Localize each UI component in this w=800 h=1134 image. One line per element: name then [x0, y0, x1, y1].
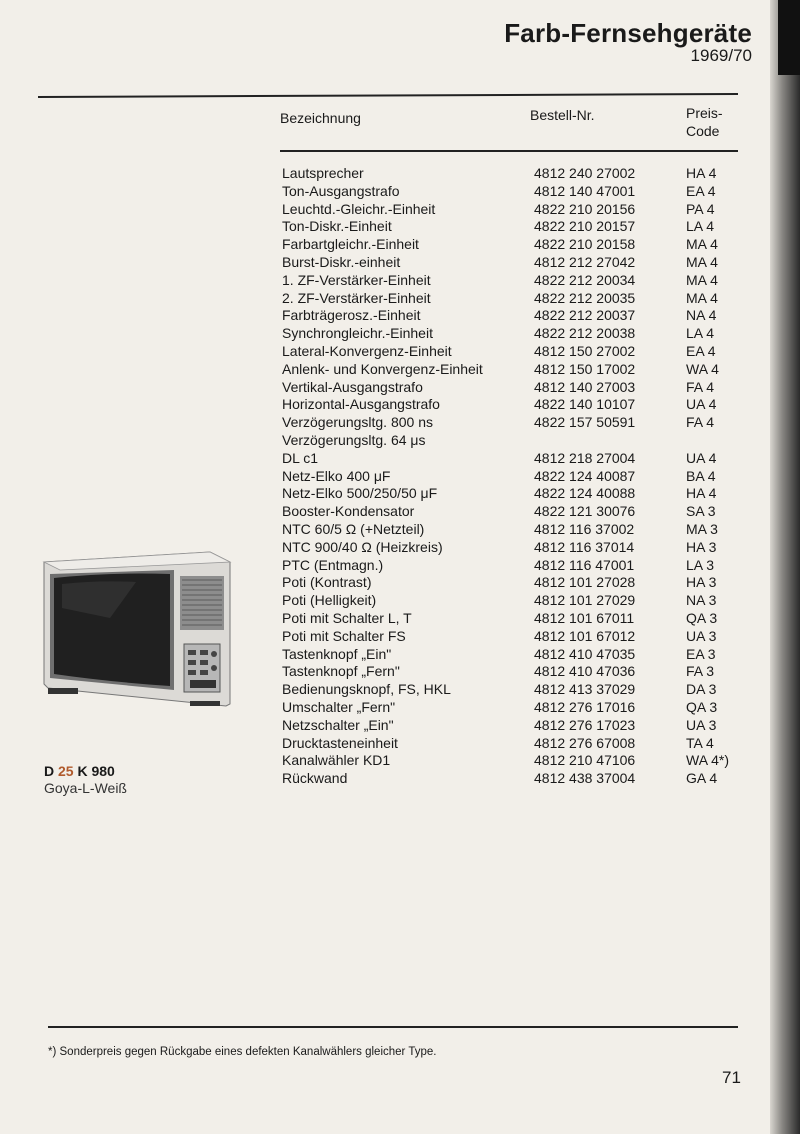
price-code: FA 3 — [686, 663, 715, 680]
tv-set-illustration — [40, 548, 232, 708]
price-code: HA 3 — [686, 538, 717, 555]
order-number: 4812 140 47001 — [534, 182, 636, 199]
price-code: NA 3 — [686, 592, 717, 609]
part-name: Netzschalter „Ein" — [282, 716, 394, 733]
price-code: EA 4 — [686, 182, 716, 199]
price-code: UA 4 — [686, 396, 717, 413]
table-row — [282, 681, 752, 699]
table-row — [282, 503, 752, 521]
table-row — [282, 485, 752, 503]
price-code: GA 4 — [686, 770, 718, 787]
order-number: 4812 101 27029 — [534, 592, 636, 609]
price-code: MA 4 — [686, 271, 718, 288]
parts-list — [282, 165, 752, 788]
table-row — [282, 752, 752, 770]
price-code: NA 4 — [686, 307, 717, 324]
table-row — [282, 414, 752, 432]
table-row — [282, 361, 752, 379]
part-name: NTC 900/40 Ω (Heizkreis) — [282, 538, 443, 555]
price-code-header-line2: Code — [686, 123, 720, 139]
price-code: SA 3 — [686, 503, 716, 520]
table-row — [282, 379, 752, 397]
table-row — [282, 468, 752, 486]
table-row — [282, 610, 752, 628]
order-number: 4812 276 17023 — [534, 716, 636, 733]
part-name: Rückwand — [282, 770, 348, 787]
price-code: MA 4 — [686, 289, 718, 306]
top-divider — [38, 93, 738, 98]
model-code-prefix: D — [44, 763, 55, 779]
part-name: Netz-Elko 500/250/50 μF — [282, 485, 438, 502]
part-name: Ton-Diskr.-Einheit — [282, 218, 392, 235]
price-code: WA 4*) — [686, 752, 730, 769]
part-name: Kanalwähler KD1 — [282, 752, 391, 769]
order-number: 4822 212 20034 — [534, 271, 636, 288]
price-code: PA 4 — [686, 200, 715, 217]
order-number: 4812 140 27003 — [534, 378, 636, 395]
part-name: 2. ZF-Verstärker-Einheit — [282, 289, 431, 306]
table-row — [282, 663, 752, 681]
price-code: UA 3 — [686, 627, 717, 644]
part-name: Booster-Kondensator — [282, 503, 415, 520]
table-row — [282, 290, 752, 308]
column-header-order-no: Bestell-Nr. — [530, 107, 595, 123]
table-row — [282, 432, 752, 450]
table-row — [282, 717, 752, 735]
order-number: 4812 116 37014 — [534, 538, 635, 555]
table-row — [282, 557, 752, 575]
part-name: Lautsprecher — [282, 165, 364, 181]
part-name: Lateral-Konvergenz-Einheit — [282, 342, 452, 359]
part-name: Netz-Elko 400 μF — [282, 467, 391, 484]
order-number: 4822 212 20038 — [534, 325, 636, 342]
column-header-price-code — [686, 104, 723, 140]
price-code: UA 4 — [686, 449, 717, 466]
price-code: TA 4 — [686, 734, 714, 751]
order-number: 4812 240 27002 — [534, 165, 636, 181]
table-row — [282, 236, 752, 254]
part-name: Leuchtd.-Gleichr.-Einheit — [282, 200, 436, 217]
page-title: Farb-Fernsehgeräte — [504, 18, 752, 48]
table-row — [282, 183, 752, 201]
part-name: NTC 60/5 Ω (+Netzteil) — [282, 520, 425, 537]
order-number: 4812 276 17016 — [534, 698, 636, 715]
table-row — [282, 539, 752, 557]
part-name: Bedienungsknopf, FS, HKL — [282, 681, 451, 698]
table-row — [282, 165, 752, 183]
order-number: 4812 101 67012 — [534, 627, 636, 644]
order-number: 4812 101 27028 — [534, 574, 636, 591]
part-name: Verzögerungsltg. 64 μs — [282, 431, 426, 448]
table-row — [282, 272, 752, 290]
order-number: 4822 124 40088 — [534, 485, 636, 502]
part-name: Synchrongleichr.-Einheit — [282, 325, 433, 342]
table-row — [282, 699, 752, 717]
price-code: WA 4 — [686, 360, 719, 377]
order-number: 4812 413 37029 — [534, 681, 636, 698]
part-name: Poti (Kontrast) — [282, 574, 372, 591]
model-code-screen-size: 25 — [58, 763, 74, 779]
table-row — [282, 592, 752, 610]
price-code: LA 4 — [686, 325, 715, 342]
price-code: MA 4 — [686, 236, 718, 253]
part-name: PTC (Entmagn.) — [282, 556, 384, 573]
footnote: *) Sonderpreis gegen Rückgabe eines defekten Kanalwählers gleicher Type. — [48, 1046, 437, 1058]
order-number: 4822 210 20156 — [534, 200, 636, 217]
order-number: 4812 116 47001 — [534, 556, 635, 573]
header-divider — [280, 150, 738, 152]
table-row — [282, 770, 752, 788]
model-code-suffix: K 980 — [77, 763, 115, 779]
part-name: Verzögerungsltg. 800 ns — [282, 414, 433, 431]
price-code: HA 4 — [686, 165, 717, 181]
part-name: Tastenknopf „Fern" — [282, 663, 400, 680]
part-name: Poti mit Schalter L, T — [282, 609, 412, 626]
table-row — [282, 254, 752, 272]
part-name: Farbträgerosz.-Einheit — [282, 307, 421, 324]
table-row — [282, 450, 752, 468]
part-name: Vertikal-Ausgangstrafo — [282, 378, 423, 395]
price-code: QA 3 — [686, 698, 718, 715]
order-number: 4822 124 40087 — [534, 467, 636, 484]
column-header-name: Bezeichnung — [280, 110, 361, 126]
bottom-divider — [48, 1026, 738, 1028]
part-name: 1. ZF-Verstärker-Einheit — [282, 271, 431, 288]
order-number: 4812 410 47035 — [534, 645, 636, 662]
price-code: HA 4 — [686, 485, 717, 502]
part-name: Ton-Ausgangstrafo — [282, 182, 400, 199]
part-name: Farbartgleichr.-Einheit — [282, 236, 419, 253]
price-code-header-line1: Preis- — [686, 105, 723, 121]
order-number: 4812 212 27042 — [534, 253, 636, 270]
order-number: 4822 157 50591 — [534, 414, 636, 431]
part-name: Horizontal-Ausgangstrafo — [282, 396, 440, 413]
price-code: QA 3 — [686, 609, 718, 626]
price-code: MA 3 — [686, 520, 718, 537]
thumb-index-tab — [778, 0, 800, 75]
table-row — [282, 343, 752, 361]
order-number: 4812 438 37004 — [534, 770, 636, 787]
table-row — [282, 735, 752, 753]
part-name: Anlenk- und Konvergenz-Einheit — [282, 360, 483, 377]
table-row — [282, 396, 752, 414]
price-code: FA 4 — [686, 378, 715, 395]
part-name: Drucktasteneinheit — [282, 734, 398, 751]
order-number: 4812 116 37002 — [534, 520, 635, 537]
table-row — [282, 646, 752, 664]
page-edge-shadow — [770, 0, 800, 1134]
price-code: LA 3 — [686, 556, 715, 573]
part-name: Poti mit Schalter FS — [282, 627, 406, 644]
part-name: Tastenknopf „Ein" — [282, 645, 392, 662]
table-row — [282, 325, 752, 343]
order-number: 4812 210 47106 — [534, 752, 636, 769]
part-name: Burst-Diskr.-einheit — [282, 253, 401, 270]
page-number: 71 — [722, 1068, 741, 1087]
part-name: DL c1 — [282, 449, 319, 466]
price-code: EA 3 — [686, 645, 716, 662]
order-number: 4812 150 27002 — [534, 342, 636, 359]
model-caption — [44, 763, 127, 797]
order-number: 4812 150 17002 — [534, 360, 636, 377]
price-code: MA 4 — [686, 253, 718, 270]
part-name: Poti (Helligkeit) — [282, 592, 377, 609]
price-code: HA 3 — [686, 574, 717, 591]
part-name: Umschalter „Fern" — [282, 698, 396, 715]
price-code: DA 3 — [686, 681, 717, 698]
order-number: 4822 212 20035 — [534, 289, 636, 306]
order-number: 4812 410 47036 — [534, 663, 636, 680]
order-number: 4822 121 30076 — [534, 503, 636, 520]
price-code: EA 4 — [686, 342, 716, 359]
page-subtitle-year: 1969/70 — [690, 46, 752, 65]
table-row — [282, 218, 752, 236]
price-code: BA 4 — [686, 467, 716, 484]
price-code: FA 4 — [686, 414, 715, 431]
price-code: LA 4 — [686, 218, 715, 235]
model-variant: Goya-L-Weiß — [44, 780, 127, 796]
order-number: 4812 276 67008 — [534, 734, 636, 751]
order-number: 4812 101 67011 — [534, 609, 635, 626]
order-number: 4822 210 20157 — [534, 218, 636, 235]
order-number: 4822 212 20037 — [534, 307, 636, 324]
order-number: 4812 218 27004 — [534, 449, 636, 466]
order-number: 4822 210 20158 — [534, 236, 636, 253]
table-row — [282, 628, 752, 646]
table-row — [282, 521, 752, 539]
table-row — [282, 201, 752, 219]
order-number: 4822 140 10107 — [534, 396, 636, 413]
table-row — [282, 307, 752, 325]
price-code: UA 3 — [686, 716, 717, 733]
table-row — [282, 574, 752, 592]
